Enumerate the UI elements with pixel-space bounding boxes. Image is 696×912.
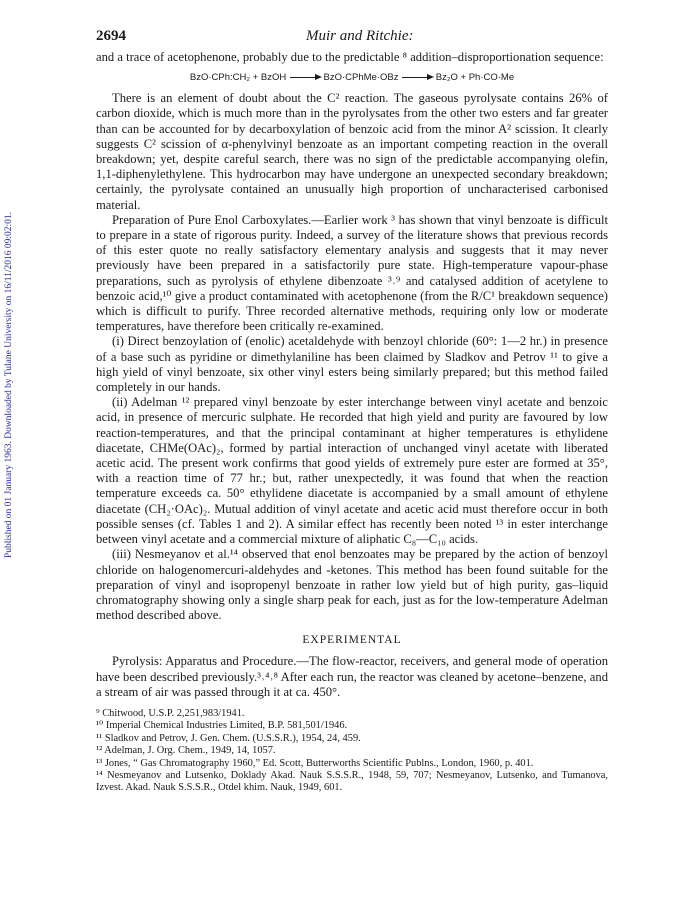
- reference-item: ⁹ Chitwood, U.S.P. 2,251,983/1941.: [96, 707, 245, 719]
- reaction-equation: [96, 70, 608, 85]
- equation-products: Bz₂O + Ph·CO·Me: [435, 72, 515, 84]
- reference-item: ¹² Adelman, J. Org. Chem., 1949, 14, 1057.: [96, 745, 276, 757]
- body-paragraph: (ii) Adelman ¹² prepared vinyl benzoate by ester interchange between vinyl acetate and benzoic acid, in presence of mercuric sulphate. He recorded that high yield and purity are favoured by low reaction-temperatures, and that the principal contaminant at higher temperatures is ethylidene diacetate, CHMe(OAc)₂, formed by partial interaction of unchanged vinyl acetate with liberated acetic acid. The present work confirms that good yields of extremely pure ester are formed at 35°, with a reaction time of 77 hr.; but, rather unexpectedly, it was found that when the reaction temperature exceeds ca. 50° ethylidene diacetate is accompanied by a small amount of ethylene diacetate (CH₂·OAc)₂. Mutual addition of vinyl acetate and acetic acid must therefore occur in both possible senses (cf. Tables 1 and 2). A similar effect has recently been noted ¹³ in ester interchange between vinyl acetate and a commercial mixture of aliphatic C₈—C₁₀ acids.: [96, 395, 608, 547]
- lead-paragraph: and a trace of acetophenone, probably due to the predictable ⁸ addition–disproportionation sequence:: [96, 50, 604, 64]
- experimental-paragraph: Pyrolysis: Apparatus and Procedure.—The flow-reactor, receivers, and general mode of operation have been described previously.³˒⁴˒⁸ After each run, the reactor was cleaned by acetone–benzene, and a stream of air was passed through it at ca. 450°.: [96, 654, 608, 699]
- body-paragraph: Preparation of Pure Enol Carboxylates.—Earlier work ³ has shown that vinyl benzoate is difficult to prepare in a state of rigorous purity. Indeed, a survey of the literature shows that previous records of this ester quote no really satisfactory elementary analysis and suggests that it may never previously have been prepared in a satisfactorily pure state. High-temperature vapour-phase preparations, such as pyrolysis of ethylene dibenzoate ³˒⁹ and catalysed addition of acetylene to benzoic acid,¹⁰ give a product contaminated with acetophenone (from the R/C¹ breakdown sequence) which is difficult to purify. Three recorded alternative methods, requiring only low or moderate temperatures, have therefore been critically re-examined.: [96, 212, 608, 334]
- page-number: 2694: [96, 28, 126, 44]
- download-stamp: [2, 150, 16, 620]
- reference-item: ¹³ Jones, “ Gas Chromatography 1960,” Ed. Scott, Butterworths Scientific Publns., London, 1960, p. 401.: [96, 757, 534, 769]
- equation-reactants: BzO·CPh:CH₂ + BzOH: [189, 72, 287, 84]
- journal-page: [96, 28, 608, 795]
- section-heading: EXPERIMENTAL: [302, 634, 402, 647]
- footnote-references: [96, 708, 608, 795]
- running-title: Muir and Ritchie:: [306, 28, 414, 44]
- body-paragraph: (iii) Nesmeyanov et al.¹⁴ observed that enol benzoates may be prepared by the action of benzoyl chloride on halogenomercuri-aldehydes and -ketones. This method has been found suitable for the preparation of vinyl and isopropenyl benzoate in rather low yield but of high purity, gas–liquid chromatography showing only a single sharp peak for each, just as for the low-temperature Adelman method described above.: [96, 547, 608, 623]
- page-header: [96, 28, 608, 50]
- reference-item: ¹⁴ Nesmeyanov and Lutsenko, Doklady Akad. Nauk S.S.S.R., 1948, 59, 707; Nesmeyanov, Lutsenko, and Tumanova, Izvest. Akad. Nauk S.S.S.R., Otdel khim. Nauk, 1949, 601.: [96, 769, 608, 794]
- equation-intermediate: BzO·CPhMe·OBz: [323, 72, 399, 84]
- reference-item: ¹¹ Sladkov and Petrov, J. Gen. Chem. (U.S.S.R.), 1954, 24, 459.: [96, 732, 361, 744]
- reference-item: ¹⁰ Imperial Chemical Industries Limited, B.P. 581,501/1946.: [96, 720, 348, 732]
- download-stamp-text: Published on 01 January 1963. Downloaded by Tulane University on 16/11/2016 09:02:01.: [4, 211, 14, 559]
- body-paragraph: (i) Direct benzoylation of (enolic) acetaldehyde with benzoyl chloride (60°: 1—2 hr.) in presence of a base such as pyridine or dimethylaniline has been claimed by Sladkov and Petrov ¹¹ to give a high yield of vinyl benzoate, six other vinyl esters being similarly prepared; but this method failed completely in our hands.: [96, 334, 608, 395]
- reaction-arrow-icon: [402, 77, 432, 78]
- reaction-arrow-icon: [290, 77, 320, 78]
- body-paragraph: There is an element of doubt about the C² reaction. The gaseous pyrolysate contains 26% of carbon dioxide, which is much more than in the pyrolysates from the other two esters and far greater than can be accounted for by decarboxylation of benzoic acid from the minor A² scission. It clearly suggests C² scission of α-phenylvinyl benzoate as an important competing reaction in the overall breakdown; yet, despite careful search, there was no sign of the predictable accompanying olefin, 1,1-diphenylethylene. This hydrocarbon may have undergone an unexpected secondary breakdown; certainly, the pyrolysate contained an unusually high proportion of uncharacterised carbonised material.: [96, 91, 608, 212]
